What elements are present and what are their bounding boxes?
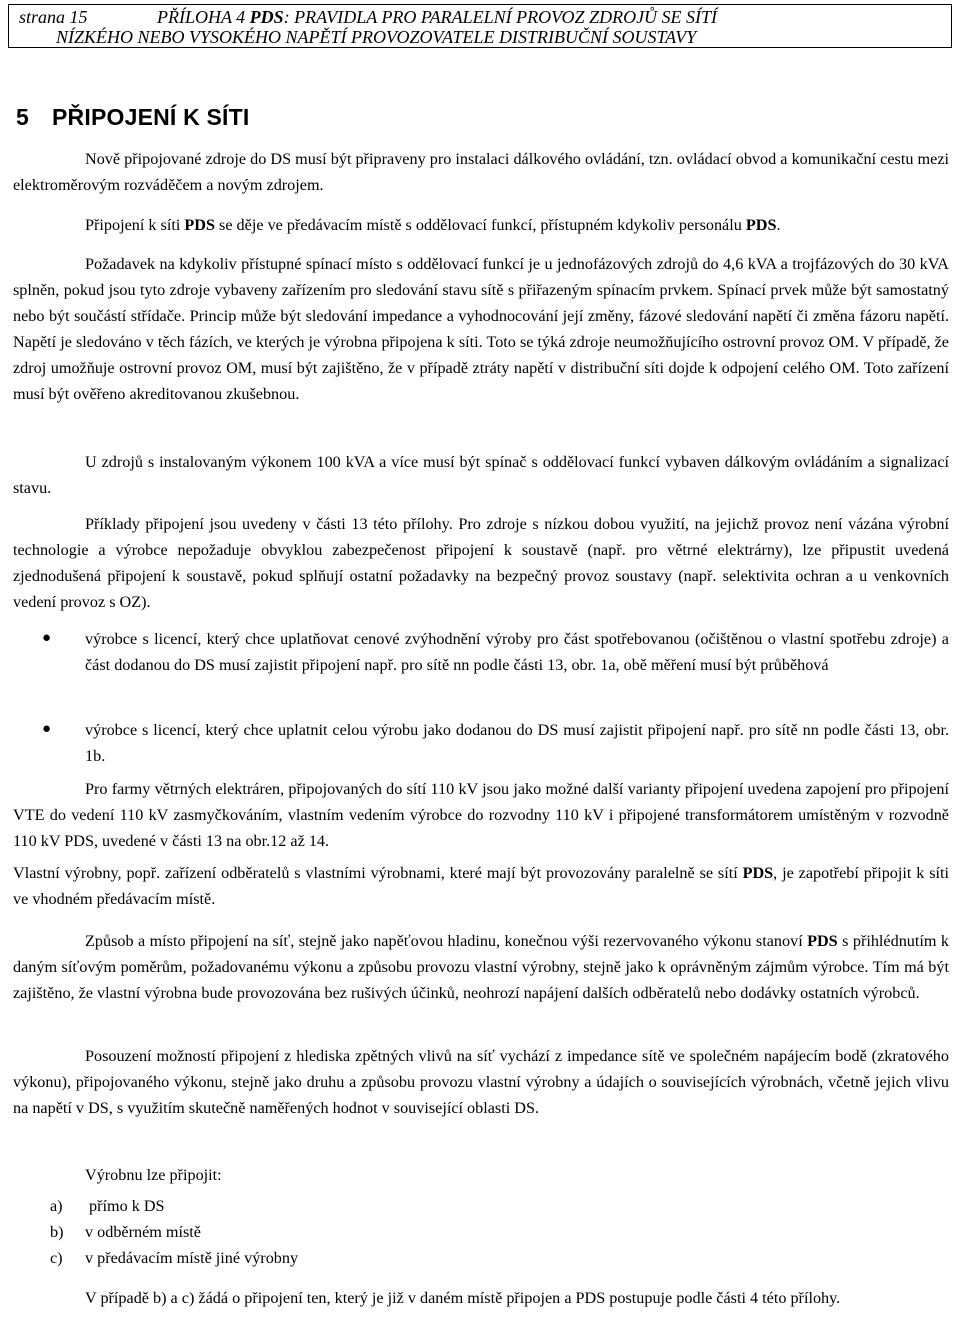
header-title-line-1 <box>157 7 717 28</box>
list-text: přímo k DS <box>89 1197 165 1215</box>
header-suffix: : PRAVIDLA PRO PARALELNÍ PROVOZ ZDROJŮ SE SÍTÍ <box>283 7 718 27</box>
list-marker: c) <box>50 1249 63 1267</box>
header-title-line-2: NÍZKÉHO NEBO VYSOKÉHO NAPĚTÍ PROVOZOVATELE DISTRIBUČNÍ SOUSTAVY <box>56 27 697 47</box>
text-pds: PDS <box>742 864 774 882</box>
paragraph-connection-method <box>13 928 949 1006</box>
section-number: 5 <box>16 104 29 130</box>
bullet-icon: ● <box>42 721 52 737</box>
text-fragment: Způsob a místo připojení na síť, stejně jako napěťovou hladinu, konečnou výši rezervovaného výkonu stanoví <box>85 932 808 950</box>
header-pds: PDS <box>249 7 284 27</box>
paragraph-final: V případě b) a c) žádá o připojení ten, který je již v daném místě připojen a PDS postupuje podle části 4 této přílohy. <box>85 1289 841 1307</box>
text-fragment: se děje ve předávacím místě s oddělovací funkcí, přístupném kdykoliv personálu <box>214 216 746 234</box>
list-item: výrobce s licencí, který chce uplatňovat cenové zvýhodnění výroby pro část spotřebovanou (očištěnou o vlastní spotřebu zdroje) a část dodanou do DS musí zajistit připojení např. pro sítě nn podle části 13, obr. 1a, obě měření musí být průběhová <box>85 630 949 674</box>
list-marker: a) <box>50 1197 63 1215</box>
section-heading <box>16 104 249 131</box>
page-header <box>8 4 952 48</box>
list-marker: b) <box>50 1223 64 1241</box>
header-prefix: PŘÍLOHA 4 <box>157 7 250 27</box>
paragraph-wind-farms: Pro farmy větrných elektráren, připojovaných do sítí 110 kV jsou jako možné další varianty připojení uvedena zapojení pro připojení VTE do vedení 110 kV zasmyčkováním, vlastním vedením výrobce do rozvodny 110 kV i připojené transformátorem umístěným v rozvodně 110 kV PDS, uvedené v části 13 na obr.12 až 14. <box>13 780 949 850</box>
paragraph-assessment: Posouzení možností připojení z hlediska zpětných vlivů na síť vychází z impedance sítě ve společném napájecím bodě (zkratového výkonu), připojovaného výkonu, stejně jako druhu a způsobu provozu vlastní výrobny a údajích o souvisejících výrobnách, včetně jejich vlivu na napětí v DS, s využitím skutečně naměřených hodnot v související oblasti DS. <box>13 1047 949 1117</box>
text-pds: PDS <box>184 216 215 234</box>
list-text: v odběrném místě <box>85 1223 201 1241</box>
paragraph-connect-options-intro: Výrobnu lze připojit: <box>85 1166 222 1184</box>
text-pds: PDS <box>807 932 838 950</box>
paragraph-remote-control: Nově připojované zdroje do DS musí být připraveny pro instalaci dálkového ovládání, tzn. ovládací obvod a komunikační cestu mezi elektroměrovým rozváděčem a novým zdrojem. <box>13 150 949 194</box>
text-fragment: . <box>776 216 781 234</box>
paragraph-connection-point <box>13 212 949 238</box>
list-item: výrobce s licencí, který chce uplatnit celou výrobu jako dodanou do DS musí zajistit připojení např. pro sítě nn podle části 13, obr. 1b. <box>85 721 949 765</box>
text-fragment: Připojení k síti <box>85 216 185 234</box>
text-pds: PDS <box>745 216 777 234</box>
bullet-icon: ● <box>42 630 52 646</box>
text-fragment: , je zapotřebí připojit k síti ve vhodném předávacím místě. <box>13 864 949 908</box>
list-text: v předávacím místě jiné výrobny <box>85 1249 299 1267</box>
text-fragment: Vlastní výrobny, popř. zařízení odběratelů s vlastními výrobnami, které mají být provozovány paralelně se sítí <box>13 864 743 882</box>
section-title: PŘIPOJENÍ K SÍTI <box>52 104 250 130</box>
paragraph-own-plants <box>13 860 949 912</box>
paragraph-switching-point: Požadavek na kdykoliv přístupné spínací místo s oddělovací funkcí je u jednofázových zdrojů do 4,6 kVA a trojfázových do 30 kVA splněn, pokud jsou tyto zdroje vybaveny zařízením pro sledování stavu sítě s přiřazeným spínacím prvkem. Spínací prvek může být samostatný nebo být součástí střídače. Princip může být sledování impedance a vyhodnocování její změny, fázové sledování napětí či změna fázoru napětí. Napětí je sledováno v těch fázích, ve kterých je výrobna připojena k síti. Toto se týká zdroje neumožňujícího ostrovní provoz OM. V případě, že zdroj umožňuje ostrovní provoz OM, musí být zajištěno, že v případě ztráty napětí v distribuční síti dojde k odpojení celého OM. Toto zařízení musí být ověřeno akreditovanou zkušebnou. <box>13 255 949 403</box>
page-number: strana 15 <box>19 7 88 27</box>
text-fragment: s přihlédnutím k daným síťovým poměrům, požadovanému výkonu a způsobu provozu vlastní výrobny, stejně jako k oprávněným zájmům výrobce. Tím má být zajištěno, že vlastní výrobna bude provozována bez rušivých účinků, neohrozí napájení dalších odběratelů nebo dodávky ostatních výrobců. <box>13 932 949 1002</box>
paragraph-examples: Příklady připojení jsou uvedeny v části 13 této přílohy. Pro zdroje s nízkou dobou využití, na jejichž provoz není vázána výrobní technologie a výrobce nepožaduje obvyklou zabezpečenost připojení k soustavě (např. pro větrné elektrárny), lze připustit uvedená zjednodušená připojení k soustavě, pokud splňují ostatní požadavky na bezpečný provoz soustavy (např. selektivita ochran a u venkovních vedení provoz s OZ). <box>13 515 949 611</box>
paragraph-100kva: U zdrojů s instalovaným výkonem 100 kVA a více musí být spínač s oddělovací funkcí vybaven dálkovým ovládáním a signalizací stavu. <box>13 453 949 497</box>
